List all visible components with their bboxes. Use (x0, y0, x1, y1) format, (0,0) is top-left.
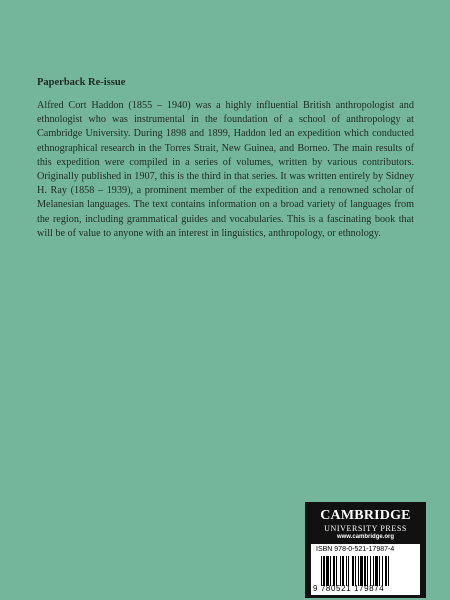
barcode-bar (373, 556, 374, 586)
barcode-bar (358, 556, 359, 586)
barcode-bars (321, 556, 413, 586)
publisher-name: CAMBRIDGE (320, 508, 411, 523)
barcode-bar (382, 556, 383, 586)
barcode-bar (346, 556, 347, 586)
publisher-subtitle: UNIVERSITY PRESS (324, 524, 407, 533)
reissue-heading: Paperback Re-issue (37, 77, 126, 88)
barcode-bar (330, 556, 331, 586)
book-description: Alfred Cort Haddon (1855 – 1940) was a highly influential British anthropologist and ethnologist who was instrumental in the foundation of a school of anthropology at Cambridge University. During 1898 and 1899, Haddon led an expedition which conducted ethnographical research in the Torres Strait, New Guinea, and Borneo. The main results of this expedition were compiled in a series of volumes, written by various contributors. Originally published in 1907, this is the third in that series. It was written entirely by Sidney H. Ray (1858 – 1939), a prominent member of the expedition and a renowned scholar of Melanesian languages. The text contains information on a broad variety of languages from the region, including grammatical guides and vocabularies. This is a fascinating book that will be of value to anyone with an interest in linguistics, anthropology, or ethnology. (37, 100, 414, 239)
barcode (311, 544, 420, 595)
barcode-bar (321, 556, 322, 586)
barcode-bar (352, 556, 354, 586)
barcode-bar (379, 556, 380, 586)
barcode-bar (348, 556, 349, 586)
publisher-block (305, 502, 426, 598)
barcode-bar (370, 556, 371, 586)
barcode-bar (336, 556, 337, 586)
barcode-bar (388, 556, 389, 586)
barcode-bar (367, 556, 368, 586)
barcode-bar (326, 556, 329, 586)
barcode-bar (360, 556, 363, 586)
barcode-bar (355, 556, 356, 586)
barcode-bar (340, 556, 341, 586)
barcode-bar (375, 556, 378, 586)
barcode-bar (385, 556, 387, 586)
barcode-bar (323, 556, 325, 586)
publisher-url: www.cambridge.org (336, 534, 395, 540)
barcode-bar (342, 556, 344, 586)
barcode-digits: 9 780521 179874 (313, 584, 385, 593)
barcode-bar (333, 556, 335, 586)
isbn-label: ISBN 978-0-521-17987-4 (316, 546, 395, 553)
barcode-bar (364, 556, 366, 586)
